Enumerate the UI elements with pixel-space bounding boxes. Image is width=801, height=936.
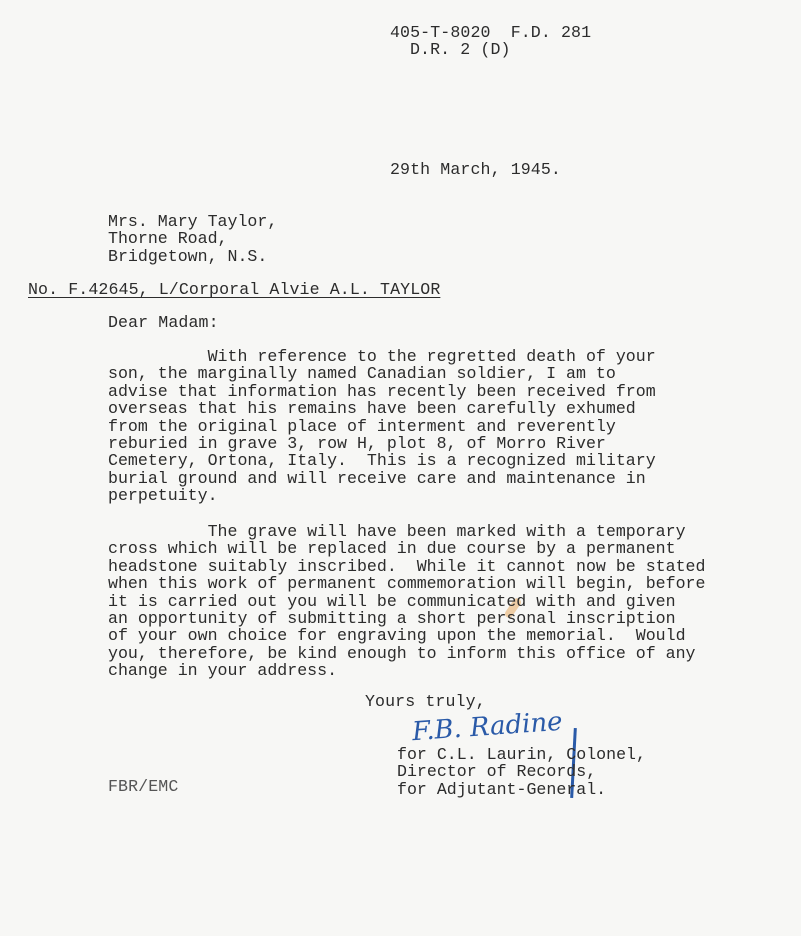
body-line: son, the marginally named Canadian soldier, I am to xyxy=(108,364,616,384)
dr-reference: D.R. 2 (D) xyxy=(410,40,511,59)
body-line: reburied in grave 3, row H, plot 8, of Morro River xyxy=(108,433,606,453)
body-line: perpetuity. xyxy=(108,486,218,506)
body-line: headstone suitably inscribed. While it cannot now be stated xyxy=(108,556,706,576)
address-line: Mrs. Mary Taylor, xyxy=(108,212,278,231)
paragraph-1 xyxy=(108,348,656,505)
body-line: burial ground and will receive care and maintenance in xyxy=(108,468,646,488)
file-reference: 405-T-8020 F.D. 281 xyxy=(390,23,592,42)
body-line: cross which will be replaced in due course by a permanent xyxy=(108,539,676,559)
body-line: you, therefore, be kind enough to inform this office of any xyxy=(108,643,696,663)
signatory-line: for Adjutant-General. xyxy=(397,779,607,799)
body-line: change in your address. xyxy=(108,661,338,681)
body-line: advise that information has recently been received from xyxy=(108,381,656,401)
signatory-block xyxy=(397,746,646,798)
body-line: when this work of permanent commemoration will begin, before xyxy=(108,574,706,594)
signatory-line: Director of Records, xyxy=(397,762,597,782)
address-line: Bridgetown, N.S. xyxy=(108,246,268,266)
body-line: The grave will have been marked with a temporary xyxy=(108,522,686,541)
recipient-address xyxy=(108,213,277,265)
signatory-line: for C.L. Laurin, Colonel, xyxy=(397,745,646,764)
body-line: With reference to the regretted death of your xyxy=(108,347,656,366)
body-line: from the original place of interment and reverently xyxy=(108,416,616,436)
typist-initials: FBR/EMC xyxy=(108,777,179,796)
body-line: Cemetery, Ortona, Italy. This is a recognized military xyxy=(108,451,656,471)
subject-line: No. F.42645, L/Corporal Alvie A.L. TAYLOR xyxy=(28,280,441,299)
paragraph-2 xyxy=(108,523,705,680)
body-line: it is carried out you will be communicated with and given xyxy=(108,591,676,611)
body-line: an opportunity of submitting a short personal inscription xyxy=(108,608,676,628)
closing: Yours truly, xyxy=(365,692,486,711)
body-line: overseas that his remains have been carefully exhumed xyxy=(108,399,636,419)
body-line: of your own choice for engraving upon the memorial. Would xyxy=(108,626,686,646)
handwritten-signature: F.B. Radine xyxy=(411,706,564,748)
letter-date: 29th March, 1945. xyxy=(390,160,561,179)
salutation: Dear Madam: xyxy=(108,313,219,332)
address-line: Thorne Road, xyxy=(108,229,228,249)
